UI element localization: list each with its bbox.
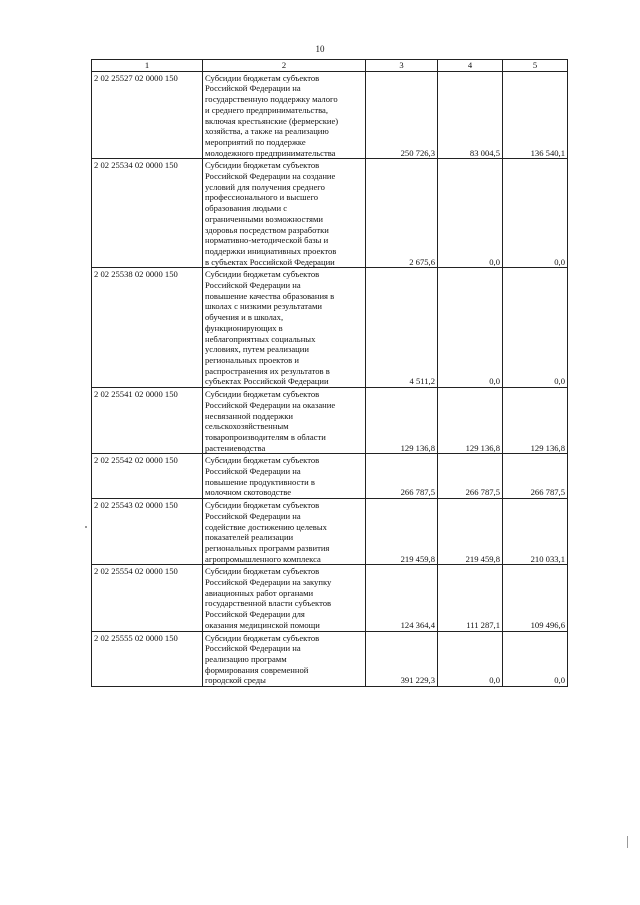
header-col-3: 3 <box>366 60 438 72</box>
budget-code: 2 02 25527 02 0000 150 <box>92 71 203 159</box>
description-line: ограниченными возможностями <box>205 213 324 224</box>
table-row <box>92 565 568 631</box>
description-line: показателей реализации <box>205 532 294 543</box>
budget-code: 2 02 25534 02 0000 150 <box>92 159 203 268</box>
description-line: авиационных работ органами <box>205 587 314 598</box>
amount-col-3: 250 726,3 <box>366 71 438 159</box>
description-line: в субъектах Российской Федерации <box>205 256 335 267</box>
amount-col-5: 210 033,1 <box>503 499 568 565</box>
subsidy-description <box>203 159 366 268</box>
description-line: формирования современной <box>205 664 309 675</box>
description-line: повышение продуктивности в <box>205 476 315 487</box>
description-line: мероприятий по поддержке <box>205 136 306 147</box>
amount-col-3: 4 511,2 <box>366 268 438 388</box>
table-row <box>92 499 568 565</box>
description-line: региональных проектов и <box>205 354 299 365</box>
description-line: молочном скотоводстве <box>205 487 292 498</box>
description-line: Российской Федерации на <box>205 83 301 94</box>
scan-mark <box>627 836 628 848</box>
table-row <box>92 159 568 268</box>
description-line: содействие достижению целевых <box>205 521 327 532</box>
budget-table <box>91 59 568 687</box>
description-line: здоровья посредством разработки <box>205 224 329 235</box>
amount-col-3: 266 787,5 <box>366 454 438 499</box>
description-line: Российской Федерации на создание <box>205 171 336 182</box>
description-line: распространения их результатов в <box>205 365 330 376</box>
subsidy-description <box>203 268 366 388</box>
subsidy-description <box>203 388 366 454</box>
description-line: функционирующих в <box>205 322 283 333</box>
description-line: молодежного предпринимательства <box>205 147 336 158</box>
description-line: нормативно-методической базы и <box>205 235 329 246</box>
amount-col-4: 266 787,5 <box>438 454 503 499</box>
amount-col-5: 0,0 <box>503 631 568 687</box>
amount-col-5: 0,0 <box>503 268 568 388</box>
amount-col-4: 0,0 <box>438 631 503 687</box>
amount-col-3: 219 459,8 <box>366 499 438 565</box>
description-line: сельскохозяйственным <box>205 421 289 432</box>
subsidy-description <box>203 499 366 565</box>
description-line: Субсидии бюджетам субъектов <box>205 632 320 643</box>
description-line: обучения и в школах, <box>205 312 284 323</box>
header-row <box>92 60 568 72</box>
description-line: хозяйства, а также на реализацию <box>205 126 329 137</box>
budget-code: 2 02 25541 02 0000 150 <box>92 388 203 454</box>
description-line: региональных программ развития <box>205 542 330 553</box>
description-line: городской среды <box>205 675 266 686</box>
description-line: Субсидии бюджетам субъектов <box>205 566 320 577</box>
amount-col-3: 2 675,6 <box>366 159 438 268</box>
scan-mark <box>85 526 87 528</box>
description-line: государственной власти субъектов <box>205 598 332 609</box>
description-line: повышение качества образования в <box>205 290 335 301</box>
amount-col-5: 266 787,5 <box>503 454 568 499</box>
budget-code: 2 02 25543 02 0000 150 <box>92 499 203 565</box>
page-number: 10 <box>315 44 325 54</box>
description-line: школах с низкими результатами <box>205 301 322 312</box>
amount-col-4: 219 459,8 <box>438 499 503 565</box>
table-row <box>92 388 568 454</box>
amount-col-5: 136 540,1 <box>503 71 568 159</box>
table-row <box>92 631 568 687</box>
description-line: Российской Федерации на <box>205 510 301 521</box>
table-row <box>92 71 568 159</box>
description-line: и среднего предпринимательства, <box>205 104 328 115</box>
subsidy-description <box>203 565 366 631</box>
subsidy-description <box>203 454 366 499</box>
amount-col-3: 124 364,4 <box>366 565 438 631</box>
description-line: Субсидии бюджетам субъектов <box>205 160 320 171</box>
table-header <box>92 60 568 72</box>
header-col-1: 1 <box>92 60 203 72</box>
description-line: товаропроизводителям в области <box>205 431 326 442</box>
amount-col-4: 0,0 <box>438 159 503 268</box>
description-line: условий для получения среднего <box>205 181 325 192</box>
table-body <box>92 71 568 686</box>
description-line: Российской Федерации на закупку <box>205 577 332 588</box>
description-line: неблагоприятных социальных <box>205 333 316 344</box>
table-row <box>92 268 568 388</box>
budget-code: 2 02 25555 02 0000 150 <box>92 631 203 687</box>
amount-col-4: 129 136,8 <box>438 388 503 454</box>
description-line: Субсидии бюджетам субъектов <box>205 72 320 83</box>
description-line: государственную поддержку малого <box>205 94 338 105</box>
description-line: Субсидии бюджетам субъектов <box>205 389 320 400</box>
subsidy-description <box>203 631 366 687</box>
description-line: Российской Федерации на <box>205 466 301 477</box>
description-line: растениеводства <box>205 442 266 453</box>
description-line: Российской Федерации на оказание <box>205 399 336 410</box>
budget-code: 2 02 25542 02 0000 150 <box>92 454 203 499</box>
description-line: субъектах Российской Федерации <box>205 376 329 387</box>
description-line: реализацию программ <box>205 653 287 664</box>
description-line: оказания медицинской помощи <box>205 619 320 630</box>
subsidy-description <box>203 71 366 159</box>
description-line: Субсидии бюджетам субъектов <box>205 500 320 511</box>
amount-col-4: 0,0 <box>438 268 503 388</box>
description-line: профессионального и высшего <box>205 192 319 203</box>
description-line: агропромышленного комплекса <box>205 553 321 564</box>
header-col-4: 4 <box>438 60 503 72</box>
budget-code: 2 02 25538 02 0000 150 <box>92 268 203 388</box>
description-line: поддержки инициативных проектов <box>205 245 337 256</box>
description-line: Субсидии бюджетам субъектов <box>205 269 320 280</box>
amount-col-4: 83 004,5 <box>438 71 503 159</box>
description-line: включая крестьянские (фермерские) <box>205 115 339 126</box>
amount-col-5: 0,0 <box>503 159 568 268</box>
amount-col-5: 109 496,6 <box>503 565 568 631</box>
amount-col-4: 111 287,1 <box>438 565 503 631</box>
description-line: образования людьми с <box>205 203 288 214</box>
description-line: Российской Федерации для <box>205 609 305 620</box>
header-col-2: 2 <box>203 60 366 72</box>
description-line: Российской Федерации на <box>205 643 301 654</box>
description-line: Российской Федерации на <box>205 280 301 291</box>
amount-col-5: 129 136,8 <box>503 388 568 454</box>
amount-col-3: 391 229,3 <box>366 631 438 687</box>
header-col-5: 5 <box>503 60 568 72</box>
amount-col-3: 129 136,8 <box>366 388 438 454</box>
description-line: Субсидии бюджетам субъектов <box>205 455 320 466</box>
description-line: несвязанной поддержки <box>205 410 294 421</box>
description-line: условиях, путем реализации <box>205 344 309 355</box>
budget-code: 2 02 25554 02 0000 150 <box>92 565 203 631</box>
table-row <box>92 454 568 499</box>
